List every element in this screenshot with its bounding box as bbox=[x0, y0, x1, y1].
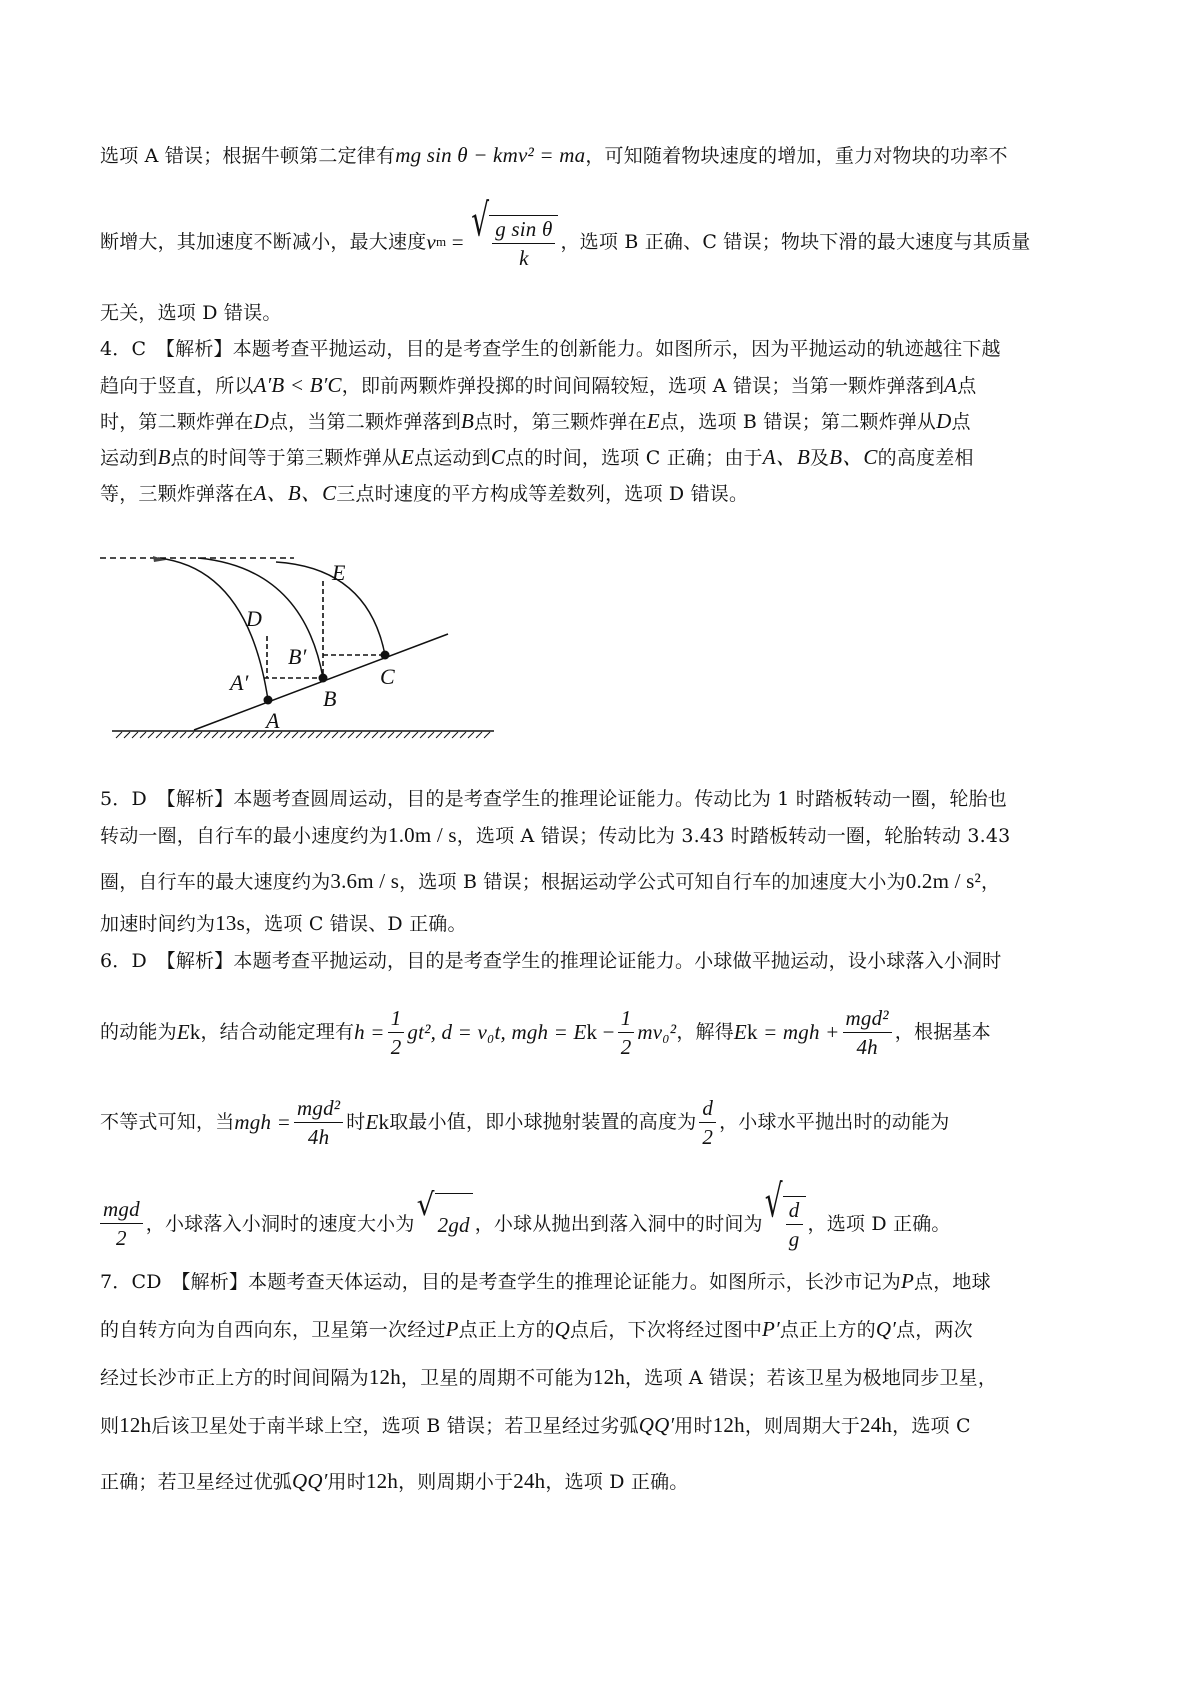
text: 正确；若卫星经过优弧 bbox=[100, 1471, 293, 1493]
text: 点正上方的 bbox=[458, 1319, 555, 1341]
text: ，结合动能定理有 bbox=[200, 1021, 355, 1043]
text: 经过长沙市正上方的时间间隔为 bbox=[100, 1367, 369, 1389]
equation: mg sin θ − kmv² = ma bbox=[395, 143, 586, 167]
text: 加速时间约为 bbox=[100, 913, 216, 935]
fraction-denominator: 2 bbox=[702, 1124, 714, 1149]
label-a-prime: A′ bbox=[230, 670, 249, 695]
fraction-mgd2-4h bbox=[843, 1006, 892, 1059]
text: ，则周期大于 bbox=[744, 1415, 861, 1437]
text: ，选项 A 错误；传动比为 3.43 时踏板转动一圈，轮胎转动 3.43 bbox=[456, 825, 1011, 847]
q5-line-4 bbox=[100, 910, 1120, 937]
acceleration-value: 0.2m / s² bbox=[905, 869, 981, 893]
point-label: D bbox=[936, 409, 952, 433]
point-label: Q′ bbox=[875, 1317, 897, 1341]
equation-part: mv₀² bbox=[637, 1020, 677, 1044]
text: ，根据基本 bbox=[894, 1021, 991, 1043]
text: 点时，第三颗炸弹在 bbox=[474, 411, 647, 433]
text: 7．CD 【解析】本题考查天体运动，目的是考查学生的推理论证能力。如图所示，长沙市记为 bbox=[100, 1271, 901, 1293]
equation: A′B < B′C bbox=[253, 373, 342, 397]
q4-line-3 bbox=[100, 408, 1120, 435]
projectile-diagram bbox=[98, 548, 498, 758]
arc-label: QQ′ bbox=[292, 1469, 328, 1493]
text: 点，地球 bbox=[914, 1271, 991, 1293]
q6-line-1 bbox=[100, 948, 1120, 974]
q7-line-1 bbox=[100, 1268, 1120, 1295]
equation-part: mgh = bbox=[234, 1110, 291, 1134]
time-value: 24h bbox=[513, 1469, 546, 1493]
text: 的动能为 bbox=[100, 1021, 177, 1043]
equation-part: gt², d = v₀t, mgh = E bbox=[407, 1020, 587, 1044]
text: ，卫星的周期不可能为 bbox=[400, 1367, 593, 1389]
fraction-d-2 bbox=[699, 1096, 716, 1149]
speed-value: 3.6m / s bbox=[330, 869, 400, 893]
text: ，选项 B 正确、C 错误；物块下滑的最大速度与其质量 bbox=[560, 231, 1031, 253]
q7-line-4 bbox=[100, 1412, 1120, 1439]
q5-line-2 bbox=[100, 822, 1120, 849]
text: ，选项 B 错误；根据运动学公式可知自行车的加速度大小为 bbox=[399, 871, 906, 893]
text: 5．D 【解析】本题考查圆周运动，目的是考查学生的推理论证能力。传动比为 1 时踏板转动一圈，轮胎也 bbox=[100, 788, 1007, 810]
text: 运动到 bbox=[100, 447, 158, 469]
fraction-numerator: mgd bbox=[100, 1197, 143, 1224]
point-label: E bbox=[646, 409, 660, 433]
fraction-denominator: 2 bbox=[620, 1034, 632, 1059]
arc-label: QQ′ bbox=[638, 1413, 675, 1437]
text: 点，两次 bbox=[896, 1319, 973, 1341]
text: 不等式可知，当 bbox=[100, 1111, 235, 1133]
fraction-numerator: d bbox=[699, 1096, 716, 1123]
text: 用时 bbox=[327, 1471, 366, 1493]
q7-line-2 bbox=[100, 1316, 1120, 1343]
q3-line-2: 断增大，其加速度不断减小，最大速度 v m = √ $\frac{\text{g sin θ}}{k}$ ，选项 B 正确、C 错误；物块下滑的最大速度与其质量 bbox=[100, 212, 1120, 272]
fraction-numerator: g sin θ bbox=[492, 217, 555, 244]
text: ， bbox=[980, 871, 1001, 893]
fraction-numerator: d bbox=[786, 1198, 803, 1225]
equation-part: = mgh + bbox=[763, 1020, 840, 1044]
point-label: B bbox=[157, 445, 171, 469]
text: 断增大，其加速度不断减小，最大速度 bbox=[100, 231, 427, 253]
text: 点，选项 B 错误；第二颗炸弹从 bbox=[659, 411, 937, 433]
point-label: P′ bbox=[762, 1317, 780, 1341]
q4-line-1 bbox=[100, 336, 1120, 362]
q4-line-4 bbox=[100, 444, 1120, 471]
text: 时，第二颗炸弹在 bbox=[100, 411, 254, 433]
text: 选项 A 错误；根据牛顿第二定律有 bbox=[100, 145, 396, 167]
text: 点，当第二颗炸弹落到 bbox=[268, 411, 461, 433]
point-label: B、C bbox=[829, 445, 878, 469]
q4-line-2 bbox=[100, 372, 1120, 399]
text: ，即前两颗炸弹投掷的时间间隔较短，选项 A 错误；当第一颗炸弹落到 bbox=[341, 375, 945, 397]
fraction-denominator: g bbox=[788, 1227, 800, 1251]
sqrt-d-over-g: √ $\frac{d}{g}$ bbox=[765, 1196, 806, 1251]
time-value: 12h bbox=[368, 1365, 401, 1389]
text: ，选项 D 正确。 bbox=[545, 1471, 689, 1493]
equation-part: h = bbox=[354, 1020, 385, 1044]
point-b-dot bbox=[319, 674, 328, 683]
fraction-half bbox=[618, 1006, 635, 1059]
q4-line-5 bbox=[100, 480, 1120, 507]
text: 点的时间等于第三颗炸弹从 bbox=[170, 447, 402, 469]
vm-subscript: m bbox=[435, 234, 447, 249]
text: ，小球从抛出到落入洞中的时间为 bbox=[474, 1212, 763, 1235]
text: 点 bbox=[957, 375, 977, 397]
q7-line-3 bbox=[100, 1364, 1120, 1391]
text: 的自转方向为自西向东，卫星第一次经过 bbox=[100, 1319, 446, 1341]
point-label: B bbox=[461, 409, 475, 433]
point-label: A、B bbox=[762, 445, 810, 469]
text: 点运动到 bbox=[414, 447, 491, 469]
q6-line-3 bbox=[100, 1092, 1120, 1152]
fraction-denominator: 4h bbox=[856, 1034, 878, 1059]
fraction-denominator: 2 bbox=[116, 1226, 127, 1250]
fraction-denominator: 4h bbox=[307, 1124, 330, 1149]
text: 时 bbox=[346, 1111, 366, 1133]
label-c: C bbox=[380, 664, 395, 689]
point-c-dot bbox=[381, 651, 390, 660]
speed-value: 1.0m / s bbox=[388, 823, 457, 847]
text: 点后，下次将经过图中 bbox=[570, 1319, 763, 1341]
fraction-numerator: mgd² bbox=[294, 1096, 343, 1123]
label-d: D bbox=[246, 606, 262, 631]
time-value: 24h bbox=[860, 1413, 893, 1437]
sqrt-2gd: √ 2gd bbox=[417, 1193, 473, 1255]
text: 及 bbox=[810, 447, 830, 469]
text: 则 bbox=[100, 1415, 120, 1437]
text: ，解得 bbox=[676, 1021, 734, 1043]
time-value: 13s bbox=[215, 911, 245, 935]
point-label: P bbox=[900, 1269, 914, 1293]
text: ，则周期小于 bbox=[398, 1471, 514, 1493]
text: 6．D 【解析】本题考查平抛运动，目的是考查学生的推理论证能力。小球做平抛运动，设小球落入小洞时 bbox=[100, 950, 1002, 972]
sqrt-expression: √ $\frac{\text{g sin θ}}{k}$ bbox=[471, 215, 558, 270]
q3-line-3: 无关，选项 D 错误。 bbox=[100, 302, 282, 324]
text: 4．C 【解析】本题考查平抛运动，目的是考查学生的创新能力。如图所示，因为平抛运动的轨迹越往下越 bbox=[100, 338, 1001, 360]
text: 点 bbox=[951, 411, 971, 433]
fraction-mgd2-4h bbox=[294, 1096, 343, 1149]
text: 点正上方的 bbox=[779, 1319, 876, 1341]
fraction-mgd-2 bbox=[100, 1197, 143, 1250]
text: 取最小值，即小球抛射装置的高度为 bbox=[389, 1111, 697, 1133]
text: 的高度差相 bbox=[877, 447, 974, 469]
text: 等，三颗炸弹落在 bbox=[100, 483, 254, 505]
time-value: 12h bbox=[119, 1413, 152, 1437]
vm-symbol: v bbox=[426, 230, 436, 254]
point-label: Q bbox=[554, 1317, 571, 1341]
text: 转动一圈，自行车的最小速度约为 bbox=[100, 825, 389, 847]
subscript: k bbox=[586, 1020, 598, 1044]
text: 圈，自行车的最大速度约为 bbox=[100, 871, 331, 893]
label-b: B bbox=[323, 686, 337, 711]
time-value: 12h bbox=[365, 1469, 399, 1493]
time-value: 12h bbox=[592, 1365, 626, 1389]
text: ，选项 C 错误、D 正确。 bbox=[244, 913, 467, 935]
point-label: P bbox=[445, 1317, 459, 1341]
text: ，选项 A 错误；若该卫星为极地同步卫星， bbox=[625, 1367, 998, 1389]
point-label: A bbox=[944, 373, 958, 397]
subscript: k bbox=[746, 1020, 758, 1044]
label-e: E bbox=[332, 560, 346, 585]
fraction-numerator: mgd² bbox=[843, 1006, 892, 1033]
text: ，选项 C bbox=[892, 1415, 971, 1437]
text: ，可知随着物块速度的增加，重力对物块的功率不 bbox=[585, 145, 1008, 167]
ek-symbol: E bbox=[365, 1110, 379, 1134]
sqrt-body: 2gd bbox=[435, 1193, 473, 1255]
text: 点的时间，选项 C 正确；由于 bbox=[505, 447, 763, 469]
q7-line-5 bbox=[100, 1468, 1120, 1495]
point-a-dot bbox=[264, 696, 273, 705]
ek-symbol: E bbox=[176, 1020, 190, 1044]
q5-line-1 bbox=[100, 786, 1120, 812]
text: 后该卫星处于南半球上空，选项 B 错误；若卫星经过劣弧 bbox=[151, 1415, 639, 1437]
equation-part: E bbox=[733, 1020, 747, 1044]
text: ，小球落入小洞时的速度大小为 bbox=[145, 1212, 415, 1235]
fraction-half bbox=[388, 1006, 405, 1059]
q6-line-4 bbox=[100, 1174, 1120, 1255]
text: 用时 bbox=[674, 1415, 713, 1437]
fraction-denominator: k bbox=[519, 245, 529, 270]
text: 三点时速度的平方构成等差数列，选项 D 错误。 bbox=[336, 483, 749, 505]
ek-subscript: k bbox=[189, 1020, 201, 1044]
label-b-prime: B′ bbox=[288, 644, 307, 669]
point-label: A、B、C bbox=[253, 481, 337, 505]
q5-line-3 bbox=[100, 868, 1120, 895]
trajectory-3 bbox=[276, 562, 385, 655]
equation-part: − bbox=[602, 1020, 615, 1044]
ground-hatch bbox=[116, 732, 490, 738]
point-label: E bbox=[401, 445, 415, 469]
text: ，小球水平抛出时的动能为 bbox=[719, 1111, 950, 1133]
q6-line-2 bbox=[100, 1002, 1120, 1062]
fraction-numerator: 1 bbox=[388, 1006, 405, 1033]
fraction-numerator: 1 bbox=[618, 1006, 635, 1033]
text: 趋向于竖直，所以 bbox=[100, 375, 254, 397]
fraction-denominator: 2 bbox=[390, 1034, 402, 1059]
label-a: A bbox=[266, 708, 280, 733]
ek-subscript: k bbox=[378, 1110, 390, 1134]
q3-line-1 bbox=[100, 142, 1120, 169]
text: ，选项 D 正确。 bbox=[807, 1212, 951, 1235]
time-value: 12h bbox=[712, 1413, 745, 1437]
point-label: C bbox=[490, 445, 506, 469]
point-label: D bbox=[253, 409, 269, 433]
